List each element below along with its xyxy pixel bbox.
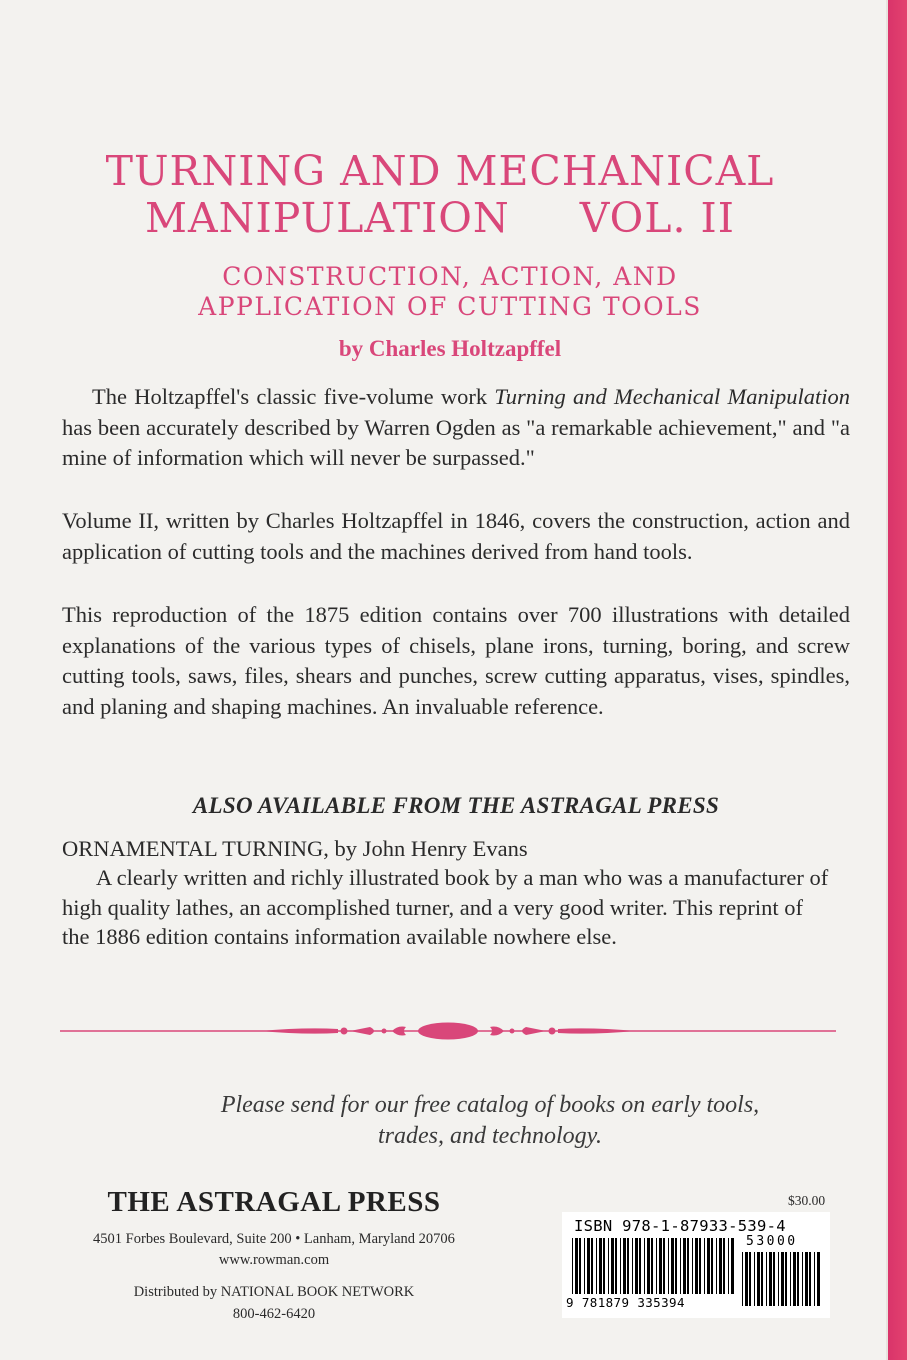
ean-barcode bbox=[570, 1238, 736, 1294]
price-barcode bbox=[740, 1252, 824, 1306]
barcode-bar bbox=[692, 1238, 693, 1294]
barcode-bar bbox=[719, 1238, 722, 1294]
p1-text-b: has been accurately described by Warren Ogden as "a remarkable achievement," and "a mine of information which will never be surpassed." bbox=[62, 414, 850, 470]
publisher-name: THE ASTRAGAL PRESS bbox=[107, 1186, 441, 1218]
barcode-bar bbox=[659, 1238, 662, 1294]
barcode-bar bbox=[663, 1238, 665, 1294]
barcode-bar bbox=[639, 1238, 641, 1294]
book-title-line-2 bbox=[60, 195, 820, 241]
barcode-bar bbox=[584, 1238, 585, 1294]
description-paragraph-1 bbox=[62, 382, 850, 474]
barcode-bar bbox=[781, 1252, 784, 1306]
barcode-bar bbox=[699, 1238, 701, 1294]
book-title-line-1: TURNING AND MECHANICAL bbox=[105, 147, 775, 195]
barcode-bar bbox=[773, 1252, 775, 1306]
also-available-description: A clearly written and richly illustrated book by a man who was a manufacturer of high quality lathes, an accomplished turner, and a very good writer. This reprint of the 1886 edition contains information available nowhere else. bbox=[62, 865, 829, 949]
isbn-number: ISBN 978-1-87933-539-4 bbox=[574, 1217, 786, 1235]
barcode-bar bbox=[687, 1238, 689, 1294]
ean-digits: 9 781879 335394 bbox=[566, 1295, 685, 1310]
barcode-bar bbox=[778, 1252, 779, 1306]
barcode-bar bbox=[572, 1238, 573, 1294]
barcode-bar bbox=[599, 1238, 602, 1294]
p1-text-a: The Holtzapffel's classic five-volume work bbox=[92, 384, 495, 409]
barcode-bar bbox=[716, 1238, 717, 1294]
description-paragraph-2: Volume II, written by Charles Holtzapffel in 1846, covers the construction, action and application of cutting tools and the machines derived from hand tools. bbox=[62, 508, 850, 564]
distributor: Distributed by NATIONAL BOOK NETWORK bbox=[133, 1284, 415, 1300]
barcode-bar bbox=[656, 1238, 657, 1294]
barcode-bar bbox=[707, 1238, 710, 1294]
barcode-bar bbox=[627, 1238, 629, 1294]
barcode-bar bbox=[579, 1238, 581, 1294]
barcode-bar bbox=[615, 1238, 617, 1294]
catalog-request bbox=[110, 1090, 870, 1152]
barcode-bar bbox=[591, 1238, 593, 1294]
barcode-bar bbox=[728, 1238, 729, 1294]
barcode-bar bbox=[675, 1238, 677, 1294]
barcode-bar bbox=[802, 1252, 803, 1306]
barcode-bar bbox=[695, 1238, 698, 1294]
barcode-bar bbox=[814, 1252, 815, 1306]
barcode-bar bbox=[766, 1252, 767, 1306]
barcode-bar bbox=[704, 1238, 705, 1294]
barcode-bar bbox=[671, 1238, 674, 1294]
barcode-bar bbox=[620, 1238, 621, 1294]
price-code: 53000 bbox=[746, 1234, 798, 1249]
barcode-bar bbox=[723, 1238, 725, 1294]
barcode-bar bbox=[754, 1252, 755, 1306]
barcode-bar bbox=[651, 1238, 653, 1294]
spine-stripe bbox=[888, 0, 907, 1360]
barcode-bar bbox=[680, 1238, 681, 1294]
barcode-bar bbox=[793, 1252, 796, 1306]
barcode-bar bbox=[745, 1252, 748, 1306]
barcode-bar bbox=[757, 1252, 760, 1306]
subtitle-line-1: CONSTRUCTION, ACTION, AND bbox=[222, 262, 678, 291]
barcode-bar bbox=[797, 1252, 799, 1306]
barcode-bar bbox=[711, 1238, 713, 1294]
barcode-bar bbox=[761, 1252, 763, 1306]
barcode-bar bbox=[587, 1238, 590, 1294]
barcode-bar bbox=[668, 1238, 669, 1294]
barcode-bar bbox=[608, 1238, 609, 1294]
barcode-bar bbox=[632, 1238, 633, 1294]
catalog-line-2: trades, and technology. bbox=[378, 1123, 602, 1149]
publisher-address: 4501 Forbes Boulevard, Suite 200 • Lanham, Maryland 20706 bbox=[93, 1231, 455, 1247]
barcode-bar bbox=[603, 1238, 605, 1294]
barcode-bar bbox=[575, 1238, 578, 1294]
barcode-bar bbox=[790, 1252, 791, 1306]
barcode-bar bbox=[805, 1252, 808, 1306]
volume-label: VOL. II bbox=[579, 194, 735, 242]
barcode-bar bbox=[809, 1252, 811, 1306]
barcode-bar bbox=[749, 1252, 751, 1306]
barcode-bar bbox=[644, 1238, 645, 1294]
barcode-bar bbox=[817, 1252, 820, 1306]
barcode-bar bbox=[596, 1238, 597, 1294]
price-label: $30.00 bbox=[788, 1193, 826, 1208]
decorative-divider bbox=[60, 1016, 836, 1046]
distributor-phone: 800-462-6420 bbox=[232, 1306, 316, 1322]
catalog-line-1: Please send for our free catalog of books on early tools, bbox=[220, 1092, 760, 1118]
barcode-bar bbox=[769, 1252, 772, 1306]
description-paragraph-3: This reproduction of the 1875 edition contains over 700 illustrations with detailed explanations of the various types of chisels, plane irons, turning, boring, and screw cutting tools, saws, files, shears and punches, screw cutting apparatus, vises, spindles, and planing and shaping machines. An invaluable reference. bbox=[62, 602, 850, 719]
barcode-bar bbox=[611, 1238, 614, 1294]
also-available-book-title: ORNAMENTAL TURNING, by John Henry Evans bbox=[62, 836, 528, 861]
subtitle-line-2: APPLICATION OF CUTTING TOOLS bbox=[198, 292, 702, 321]
barcode-bar bbox=[785, 1252, 787, 1306]
barcode-bar bbox=[683, 1238, 686, 1294]
also-available-heading: ALSO AVAILABLE FROM THE ASTRAGAL PRESS bbox=[192, 793, 720, 818]
book-title-manipulation: MANIPULATION bbox=[145, 194, 510, 242]
barcode-bar bbox=[647, 1238, 650, 1294]
barcode-bar bbox=[742, 1252, 743, 1306]
p1-book-title: Turning and Mechanical Manipulation bbox=[494, 384, 850, 409]
publisher-website: www.rowman.com bbox=[218, 1252, 330, 1268]
barcode-bar bbox=[623, 1238, 626, 1294]
author-line: by Charles Holtzapffel bbox=[338, 336, 562, 361]
barcode-bar bbox=[731, 1238, 734, 1294]
barcode-bar bbox=[635, 1238, 638, 1294]
